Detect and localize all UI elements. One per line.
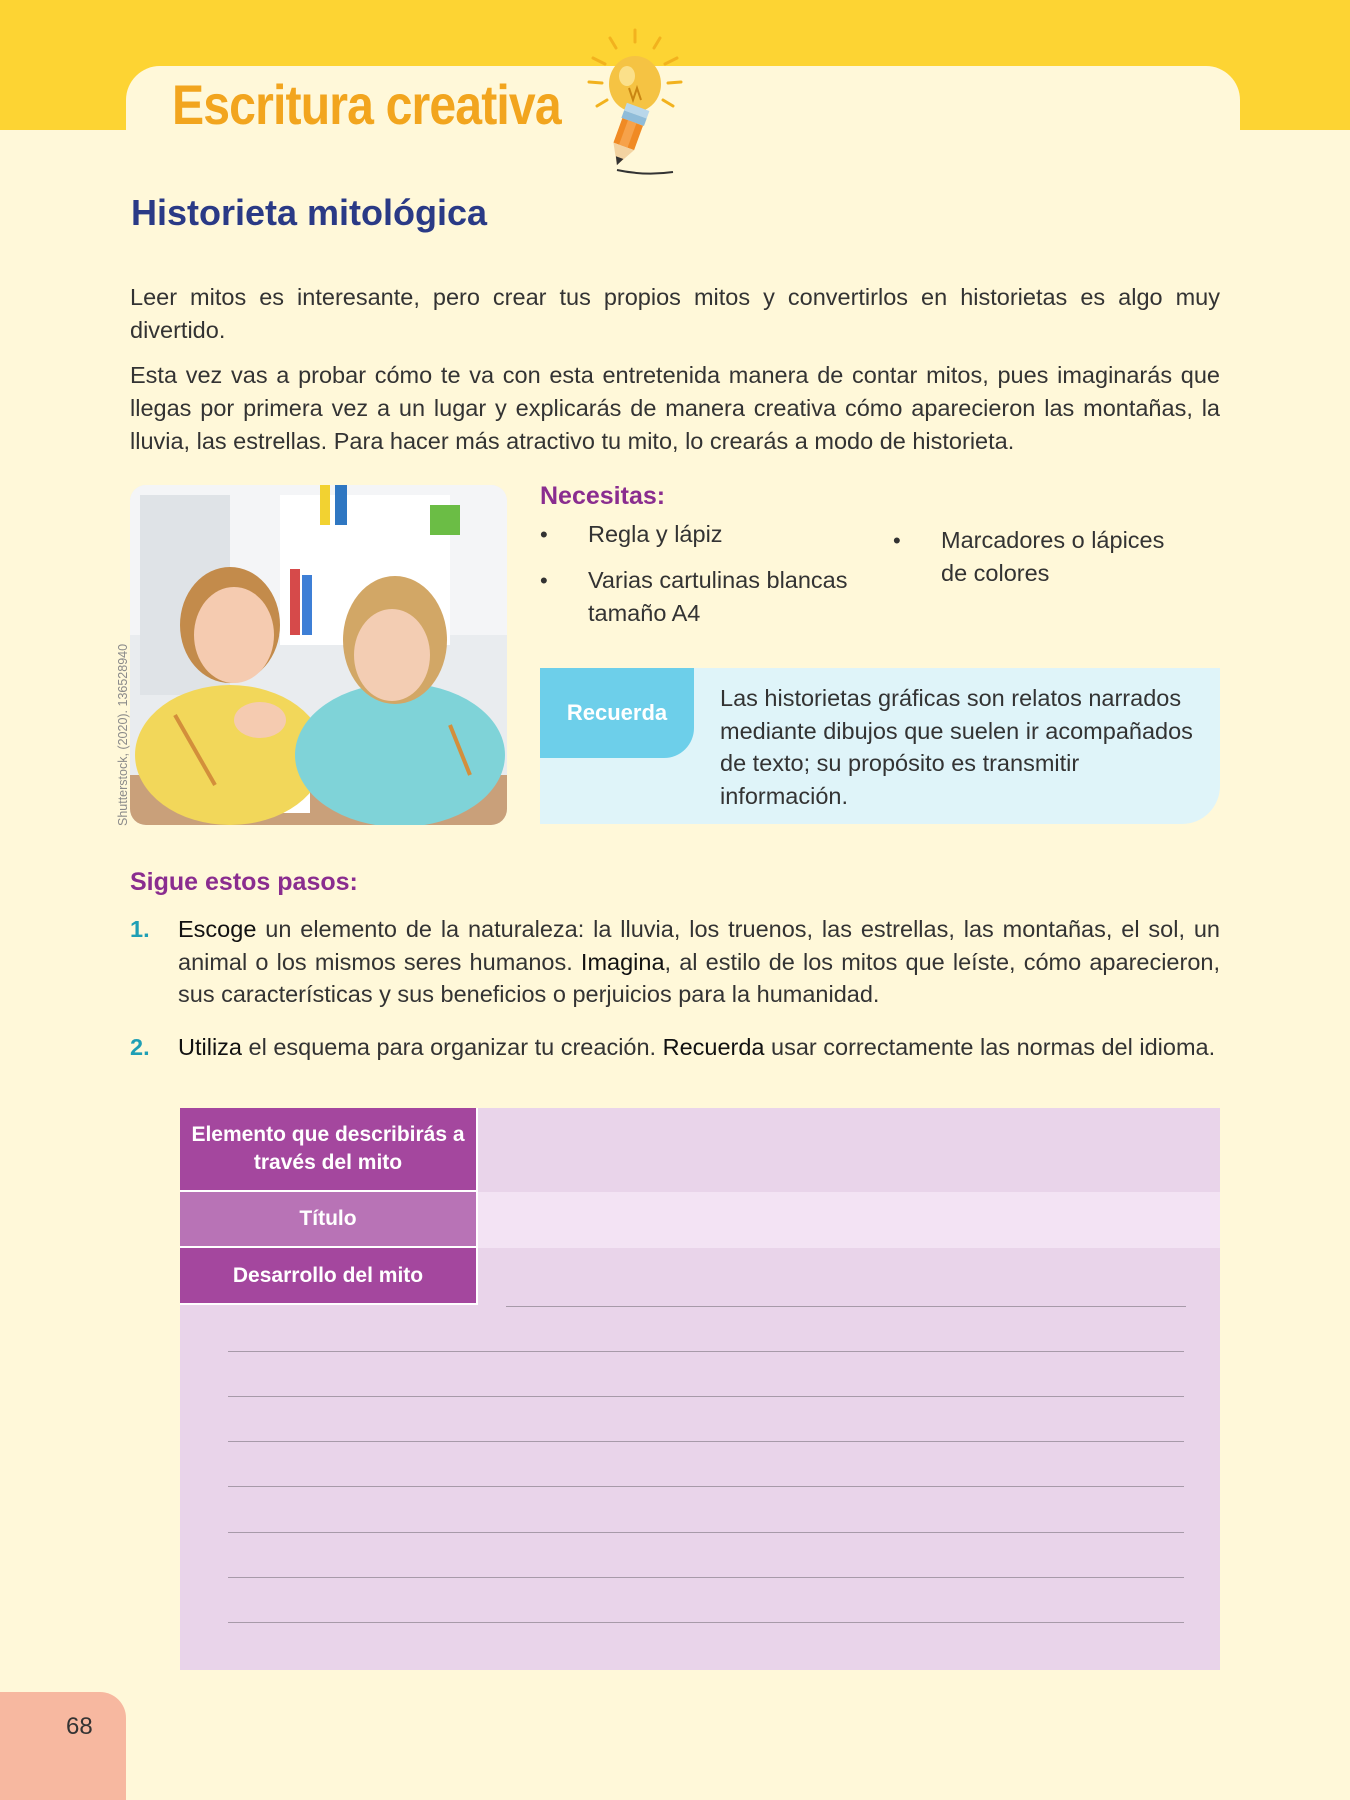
list-item: • Varias cartulinas blancas tamaño A4 [540,564,860,630]
bullet: • [540,568,548,593]
writing-line[interactable] [228,1532,1184,1533]
recuerda-text: Las historietas gráficas son relatos narrados mediante dibujos que suelen ir acompañados de texto; su propósito es transmitir información. [720,685,1193,809]
step-text: Escoge un elemento de la naturaleza: la lluvia, los truenos, las estrellas, las montañas, el sol, un animal o los mismos seres humanos. Imagina, al estilo de los mitos que leíste, cómo aparecieron, sus características y sus beneficios o perjuicios para la humanidad. [178,916,1220,1007]
steps-title: Sigue estos pasos: [130,868,358,896]
bullet: • [540,522,548,547]
list-item: • Marcadores o lápices de colores [893,524,1193,590]
page-title: Escritura creativa [172,73,561,136]
title-answer-field[interactable] [478,1192,1220,1248]
recuerda-label: Recuerda [540,668,694,758]
step-2 [130,1031,1220,1064]
recuerda-box [540,668,1220,824]
list-item: • Regla y lápiz [540,518,860,551]
lightbulb-pencil-icon [575,26,695,176]
photo-credit: Shutterstock, (2020). 136528940 [116,643,130,826]
writing-line[interactable] [228,1622,1184,1623]
needs-title: Necesitas: [540,482,666,510]
page-number-tab [0,1692,126,1800]
intro-paragraph-1: Leer mitos es interesante, pero crear tus propios mitos y convertirlos en historietas es algo muy divertido. [130,284,1220,343]
myth-scheme-table [180,1108,1220,1670]
writing-line[interactable] [228,1351,1184,1352]
writing-line[interactable] [228,1396,1184,1397]
writing-line[interactable] [228,1577,1184,1578]
intro-paragraph-2: Esta vez vas a probar cómo te va con esta entretenida manera de contar mitos, pues imaginarás que llegas por primera vez a un lugar y explicarás de manera creativa cómo aparecieron las montañas, la lluvia, las estrellas. Para hacer más atractivo tu mito, lo crearás a modo de historieta. [130,362,1220,454]
writing-line[interactable] [228,1441,1184,1442]
step-text: Utiliza el esquema para organizar tu creación. Recuerda usar correctamente las normas del idioma. [178,1034,1216,1060]
writing-line[interactable] [506,1306,1186,1307]
girls-studying-photo [130,485,507,825]
step-number: 2. [130,1034,150,1060]
step-number: 1. [130,916,150,942]
page-number: 68 [66,1713,93,1740]
scheme-label-development: Desarrollo del mito [180,1248,478,1305]
scheme-label-element: Elemento que describirás a través del mito [180,1108,478,1192]
bullet: • [893,528,901,553]
writing-line[interactable] [228,1486,1184,1487]
step-1 [130,913,1220,1011]
scheme-label-title: Título [180,1192,478,1248]
section-title: Historieta mitológica [131,192,488,233]
